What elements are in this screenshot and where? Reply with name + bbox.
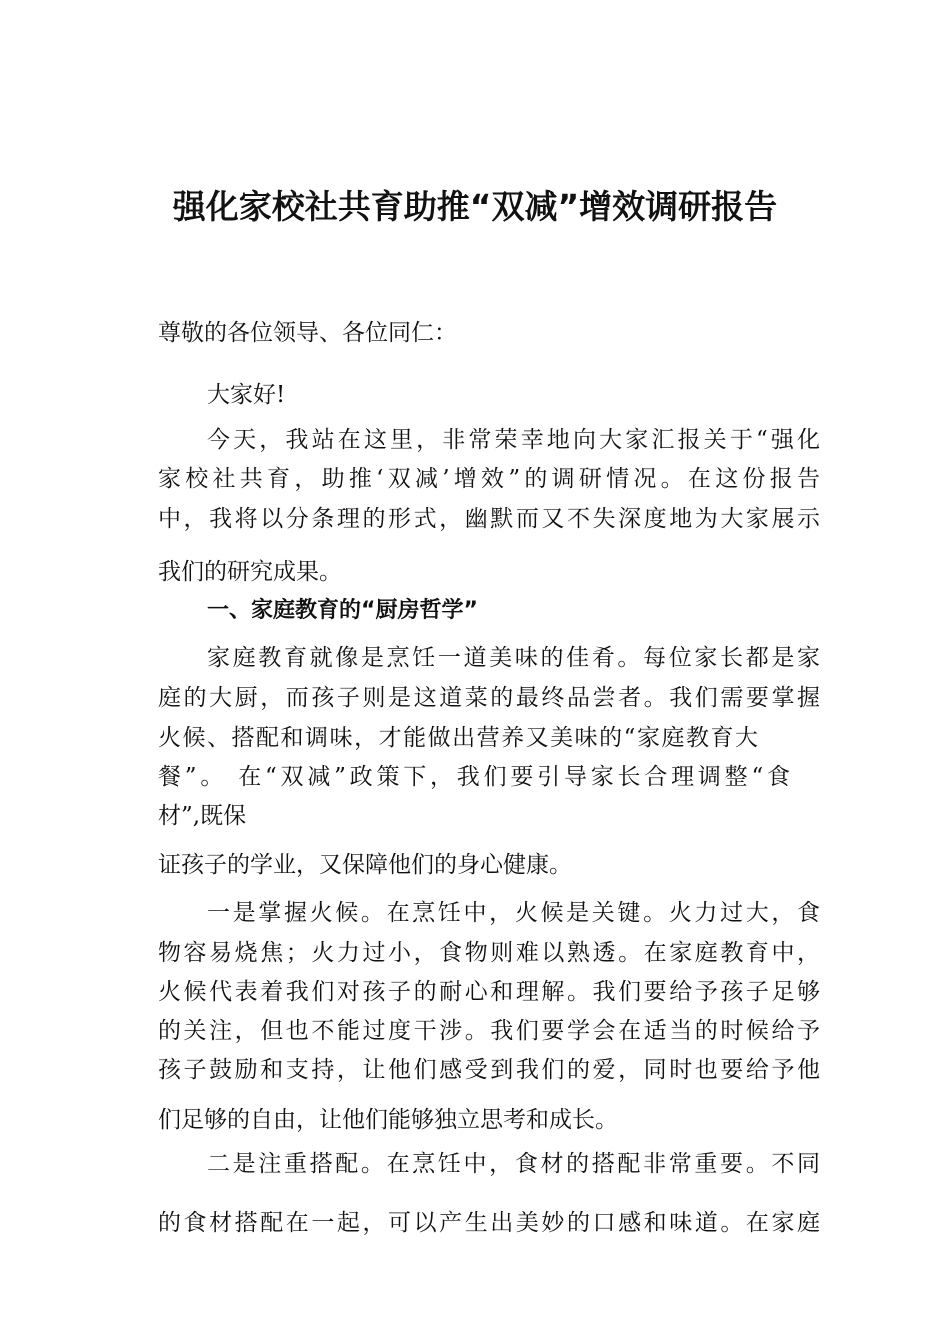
paragraph-line: 一是掌握火候。在烹饪中，火候是关键。火力过大，食 xyxy=(207,900,820,926)
paragraph-line: 证孩子的学业，又保障他们的身心健康。 xyxy=(158,852,572,878)
paragraph-line: 中，我将以分条理的形式，幽默而又不失深度地为大家展示 xyxy=(158,506,820,532)
paragraph-line: 今天，我站在这里，非常荣幸地向大家汇报关于“强化 xyxy=(207,427,820,453)
paragraph-line: 的关注，但也不能过度干涉。我们要学会在适当的时候给予 xyxy=(158,1018,820,1044)
salutation: 尊敬的各位领导、各位同仁： xyxy=(158,320,457,346)
paragraph-line: 我们的研究成果。 xyxy=(158,559,342,585)
paragraph-line: 材”,既保 xyxy=(158,803,247,829)
paragraph-line: 庭的大厨，而孩子则是这道菜的最终品尝者。我们需要掌握 xyxy=(158,685,820,711)
paragraph-line: 家庭教育就像是烹饪一道美味的佳肴。每位家长都是家 xyxy=(207,645,820,671)
document-title: 强化家校社共育助推“双减”增效调研报告 xyxy=(172,187,778,226)
paragraph-line: 火候、搭配和调味，才能做出营养又美味的“家庭教育大 xyxy=(158,725,758,751)
paragraph-line: 的食材搭配在一起，可以产生出美妙的口感和味道。在家庭 xyxy=(158,1210,820,1236)
paragraph-line: 孩子鼓励和支持，让他们感受到我们的爱，同时也要给予他 xyxy=(158,1057,820,1083)
paragraph-line: 家校社共育，助推‘双减’增效”的调研情况。在这份报告 xyxy=(158,466,820,492)
paragraph-line: 们足够的自由，让他们能够独立思考和成长。 xyxy=(158,1107,618,1133)
paragraph-line: 火候代表着我们对孩子的耐心和理解。我们要给予孩子足够 xyxy=(158,979,820,1005)
paragraph-line: 物容易烧焦；火力过小，食物则难以熟透。在家庭教育中， xyxy=(158,940,820,966)
paragraph-line: 餐”。 在“双减”政策下，我们要引导家长合理调整“食 xyxy=(158,764,790,790)
greeting: 大家好! xyxy=(207,382,286,408)
paragraph-line: 二是注重搭配。在烹饪中，食材的搭配非常重要。不同 xyxy=(207,1151,820,1177)
section-heading: 一、家庭教育的“厨房哲学” xyxy=(207,598,478,623)
